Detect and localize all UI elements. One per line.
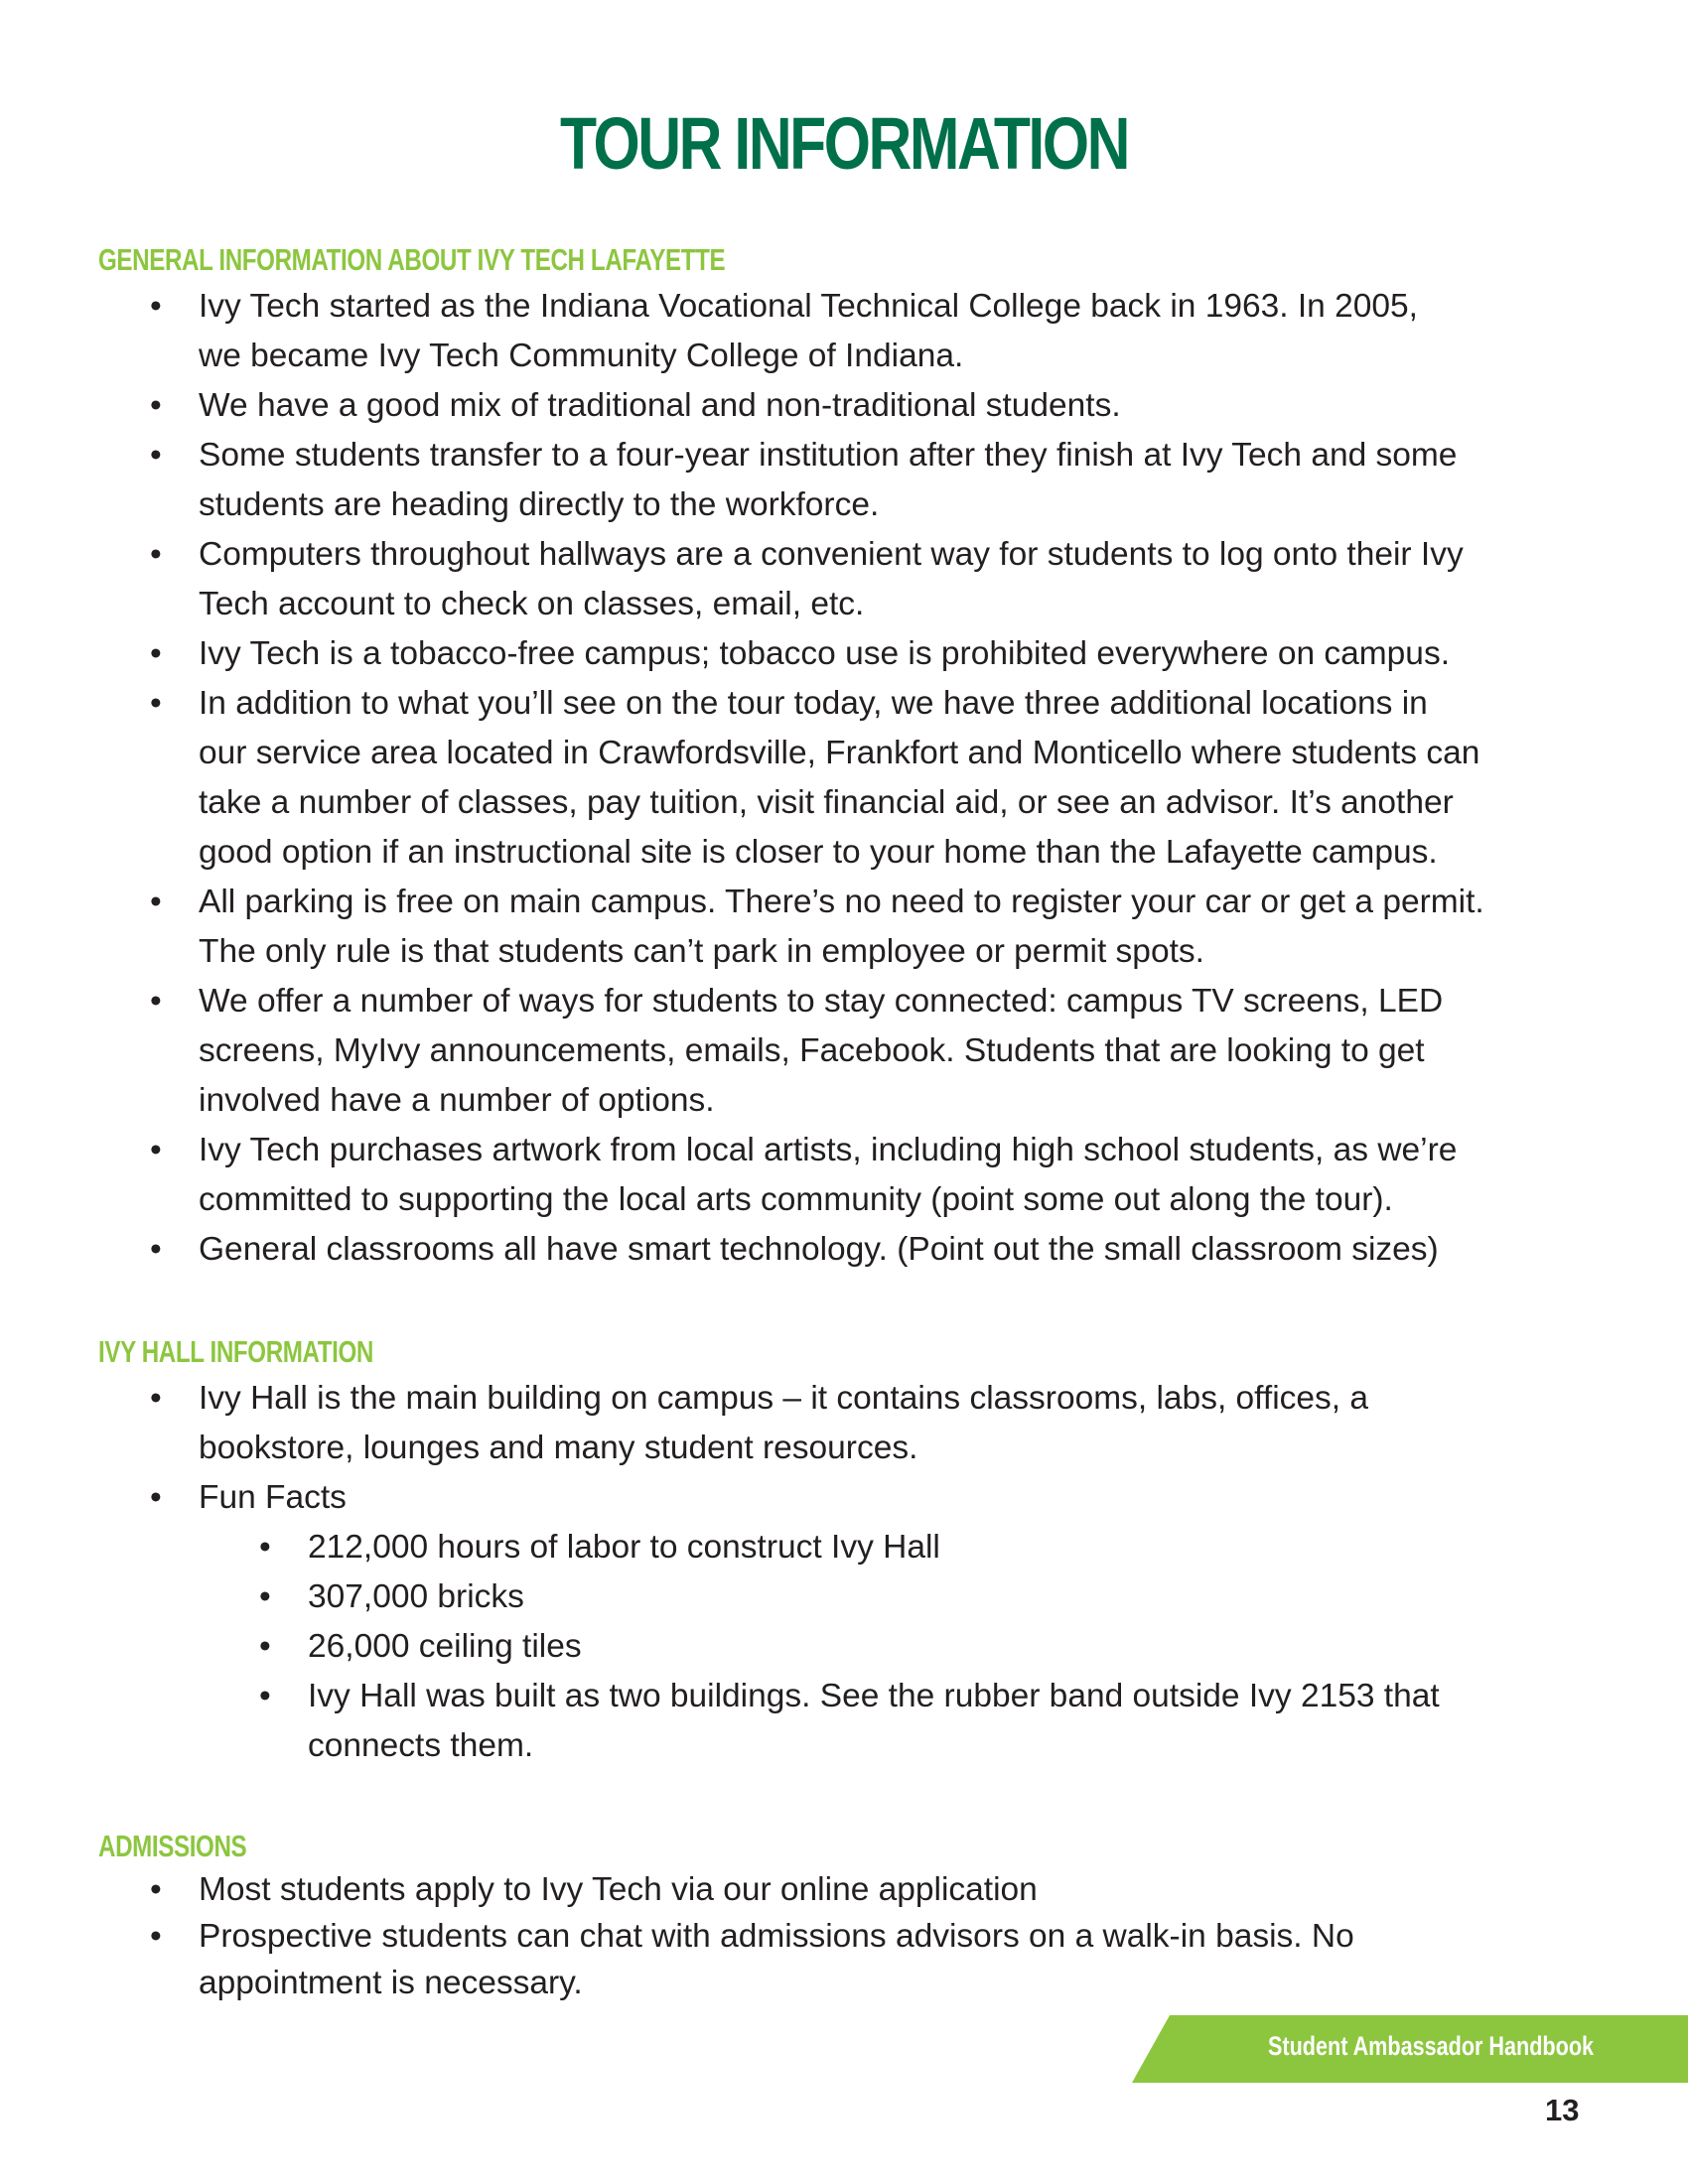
list-item: • Ivy Tech purchases artwork from local artists, including high school students, as we’re committed to supporting the local arts community (point some out along the tour). xyxy=(199,1126,1609,1225)
ivy-hall-list xyxy=(199,1374,1609,1771)
list-item: • Prospective students can chat with admissions advisors on a walk-in basis. No appointment is necessary. xyxy=(199,1913,1609,2006)
page-number: 13 xyxy=(1545,2093,1580,2127)
section-heading-admissions: ADMISSIONS xyxy=(98,1829,247,1863)
general-info-list xyxy=(199,282,1609,1275)
list-item: • Fun Facts • 212,000 hours of labor to construct Ivy Hall • 307,000 bricks • 26,000 ceiling tiles • Ivy Hall was built as two buildings. See the rubber band outside Ivy 2153 that connects them. xyxy=(199,1473,1609,1771)
fun-facts-list xyxy=(308,1523,1609,1771)
list-item: • 212,000 hours of labor to construct Ivy Hall xyxy=(308,1523,1609,1572)
list-item: • 307,000 bricks xyxy=(308,1572,1609,1622)
section-heading-general: GENERAL INFORMATION ABOUT IVY TECH LAFAYETTE xyxy=(98,242,726,277)
list-item: • Ivy Tech started as the Indiana Vocational Technical College back in 1963. In 2005, we became Ivy Tech Community College of Indiana. xyxy=(199,282,1609,381)
list-item: • Ivy Hall is the main building on campus – it contains classrooms, labs, offices, a bookstore, lounges and many student resources. xyxy=(199,1374,1609,1473)
list-item: • We have a good mix of traditional and non-traditional students. xyxy=(199,381,1609,431)
list-item: • Ivy Hall was built as two buildings. See the rubber band outside Ivy 2153 that connects them. xyxy=(308,1672,1609,1771)
list-item: • We offer a number of ways for students to stay connected: campus TV screens, LED screens, MyIvy announcements, emails, Facebook. Students that are looking to get involved have a number of options. xyxy=(199,977,1609,1126)
list-item: • 26,000 ceiling tiles xyxy=(308,1622,1609,1672)
list-item: • Ivy Tech is a tobacco-free campus; tobacco use is prohibited everywhere on campus. xyxy=(199,629,1609,679)
footer-label: Student Ambassador Handbook xyxy=(1268,2031,1595,2061)
section-heading-ivy-hall: IVY HALL INFORMATION xyxy=(98,1334,373,1369)
page-title: TOUR INFORMATION xyxy=(560,102,1128,185)
list-item: • In addition to what you’ll see on the tour today, we have three additional locations in our service area located in Crawfordsville, Frankfort and Monticello where students can take a number of classes, pay tuition, visit financial aid, or see an advisor. It’s another good option if an instructional site is closer to your home than the Lafayette campus. xyxy=(199,679,1609,878)
list-item: • General classrooms all have smart technology. (Point out the small classroom sizes) xyxy=(199,1225,1609,1275)
list-item: • Some students transfer to a four-year institution after they finish at Ivy Tech and some students are heading directly to the workforce. xyxy=(199,431,1609,530)
list-item: • Computers throughout hallways are a convenient way for students to log onto their Ivy Tech account to check on classes, email, etc. xyxy=(199,530,1609,629)
admissions-list xyxy=(199,1866,1609,2006)
list-item: • Most students apply to Ivy Tech via our online application xyxy=(199,1866,1609,1913)
list-item: • All parking is free on main campus. There’s no need to register your car or get a permit. The only rule is that students can’t park in employee or permit spots. xyxy=(199,878,1609,977)
